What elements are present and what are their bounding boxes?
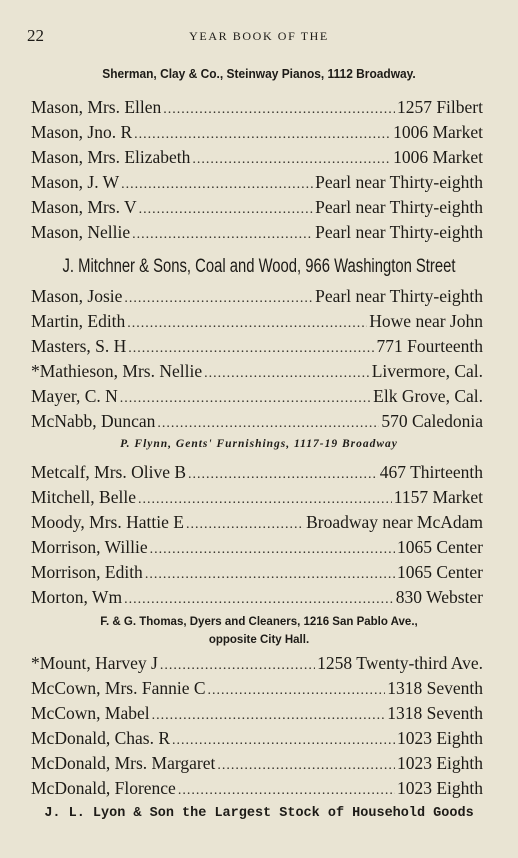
leader-dots bbox=[121, 172, 313, 197]
directory-entry bbox=[31, 95, 483, 120]
advertisement-thomas-line-1: F. & G. Thomas, Dyers and Cleaners, 1216 San Pablo Ave., bbox=[100, 616, 418, 628]
leader-dots bbox=[127, 311, 367, 336]
entry-name: Morton, Wm bbox=[31, 587, 123, 607]
entry-name: McCown, Mrs. Fannie C bbox=[31, 678, 206, 698]
directory-entry bbox=[31, 284, 483, 309]
running-title: YEAR BOOK OF THE bbox=[189, 29, 329, 43]
directory-entry bbox=[31, 460, 483, 485]
entry-name: Masters, S. H bbox=[31, 336, 127, 356]
advertisement-sherman-clay: Sherman, Clay & Co., Steinway Pianos, 1112 Broadway. bbox=[102, 66, 416, 81]
directory-entry bbox=[31, 535, 483, 560]
advertisement-thomas-line-2: opposite City Hall. bbox=[208, 634, 310, 646]
directory-entry bbox=[31, 384, 483, 409]
directory-entry bbox=[31, 751, 483, 776]
directory-entry bbox=[31, 676, 483, 701]
entry-address: Pearl near Thirty-eighth bbox=[315, 286, 483, 306]
entry-address: Howe near John bbox=[369, 311, 483, 331]
entry-group-4 bbox=[31, 651, 483, 801]
entry-name: Mason, Mrs. V bbox=[31, 197, 137, 217]
entry-name: Mason, Jno. R bbox=[31, 122, 133, 142]
directory-entry bbox=[31, 170, 483, 195]
directory-entry bbox=[31, 776, 483, 801]
directory-entry bbox=[31, 195, 483, 220]
leader-dots bbox=[124, 587, 394, 612]
leader-dots bbox=[188, 462, 378, 487]
leader-dots bbox=[139, 197, 314, 222]
leader-dots bbox=[208, 678, 386, 703]
directory-entry bbox=[31, 560, 483, 585]
directory-entry bbox=[31, 145, 483, 170]
entry-address: 570 Caledonia bbox=[381, 411, 483, 431]
entry-address: 1023 Eighth bbox=[396, 728, 483, 748]
entry-address: Elk Grove, Cal. bbox=[373, 386, 483, 406]
directory-entry bbox=[31, 510, 483, 535]
leader-dots bbox=[145, 562, 395, 587]
entry-name: McDonald, Mrs. Margaret bbox=[31, 753, 216, 773]
entry-name: McDonald, Chas. R bbox=[31, 728, 171, 748]
leader-dots bbox=[160, 653, 315, 678]
directory-entry bbox=[31, 220, 483, 245]
leader-dots bbox=[172, 728, 395, 753]
entry-name: Morrison, Edith bbox=[31, 562, 143, 582]
entry-name: *Mathieson, Mrs. Nellie bbox=[31, 361, 203, 381]
advertisement-lyon: J. L. Lyon & Son the Largest Stock of Household Goods bbox=[44, 806, 474, 821]
leader-dots bbox=[138, 487, 392, 512]
entry-address: 1006 Market bbox=[393, 147, 483, 167]
leader-dots bbox=[192, 147, 391, 172]
entry-name: *Mount, Harvey J bbox=[31, 653, 158, 673]
entry-address: Broadway near McAdam bbox=[306, 512, 483, 532]
advertisement-thomas bbox=[0, 613, 518, 649]
entry-name: McCown, Mabel bbox=[31, 703, 150, 723]
entry-name: Mason, J. W bbox=[31, 172, 120, 192]
entry-address: 1318 Seventh bbox=[387, 703, 483, 723]
directory-entry bbox=[31, 120, 483, 145]
entry-name: Mitchell, Belle bbox=[31, 487, 136, 507]
directory-entry bbox=[31, 409, 483, 434]
directory-entry bbox=[31, 359, 483, 384]
entry-address: Pearl near Thirty-eighth bbox=[315, 197, 483, 217]
entry-group-1 bbox=[31, 95, 483, 245]
directory-entry bbox=[31, 485, 483, 510]
entry-address: 1065 Center bbox=[396, 562, 483, 582]
leader-dots bbox=[204, 361, 370, 386]
leader-dots bbox=[120, 386, 371, 411]
leader-dots bbox=[134, 122, 391, 147]
entry-name: McNabb, Duncan bbox=[31, 411, 156, 431]
entry-name: Moody, Mrs. Hattie E bbox=[31, 512, 184, 532]
directory-entry bbox=[31, 309, 483, 334]
entry-name: Mason, Mrs. Elizabeth bbox=[31, 147, 191, 167]
entry-name: Martin, Edith bbox=[31, 311, 126, 331]
entry-address: 1006 Market bbox=[393, 122, 483, 142]
entry-name: Mayer, C. N bbox=[31, 386, 118, 406]
entry-address: Pearl near Thirty-eighth bbox=[315, 222, 483, 242]
advertisement-mitchner: J. Mitchner & Sons, Coal and Wood, 966 Washington Street bbox=[62, 256, 456, 277]
entry-address: Pearl near Thirty-eighth bbox=[315, 172, 483, 192]
entry-address: Livermore, Cal. bbox=[371, 361, 483, 381]
entry-group-3 bbox=[31, 460, 483, 610]
entry-address: 1258 Twenty-third Ave. bbox=[317, 653, 483, 673]
entry-name: Mason, Josie bbox=[31, 286, 123, 306]
advertisement-flynn: P. Flynn, Gents' Furnishings, 1117-19 Broadway bbox=[120, 438, 398, 450]
entry-address: 1257 Filbert bbox=[396, 97, 483, 117]
entry-address: 830 Webster bbox=[395, 587, 483, 607]
entry-address: 1157 Market bbox=[393, 487, 483, 507]
leader-dots bbox=[152, 703, 386, 728]
leader-dots bbox=[128, 336, 374, 361]
directory-entry bbox=[31, 334, 483, 359]
directory-entry bbox=[31, 726, 483, 751]
leader-dots bbox=[163, 97, 395, 122]
entry-group-2 bbox=[31, 284, 483, 434]
entry-address: 1318 Seventh bbox=[387, 678, 483, 698]
leader-dots bbox=[186, 512, 304, 537]
directory-entry bbox=[31, 701, 483, 726]
leader-dots bbox=[157, 411, 379, 436]
entry-name: Metcalf, Mrs. Olive B bbox=[31, 462, 187, 482]
page-number: 22 bbox=[27, 26, 44, 45]
entry-name: Mason, Mrs. Ellen bbox=[31, 97, 162, 117]
leader-dots bbox=[150, 537, 395, 562]
entry-address: 1023 Eighth bbox=[396, 778, 483, 798]
directory-entry bbox=[31, 651, 483, 676]
directory-entry bbox=[31, 585, 483, 610]
page-header bbox=[0, 26, 518, 48]
entry-address: 1065 Center bbox=[396, 537, 483, 557]
leader-dots bbox=[132, 222, 313, 247]
entry-name: Mason, Nellie bbox=[31, 222, 131, 242]
leader-dots bbox=[217, 753, 395, 778]
leader-dots bbox=[178, 778, 395, 803]
entry-address: 771 Fourteenth bbox=[376, 336, 483, 356]
entry-name: McDonald, Florence bbox=[31, 778, 176, 798]
leader-dots bbox=[124, 286, 313, 311]
entry-name: Morrison, Willie bbox=[31, 537, 148, 557]
entry-address: 1023 Eighth bbox=[396, 753, 483, 773]
entry-address: 467 Thirteenth bbox=[379, 462, 483, 482]
